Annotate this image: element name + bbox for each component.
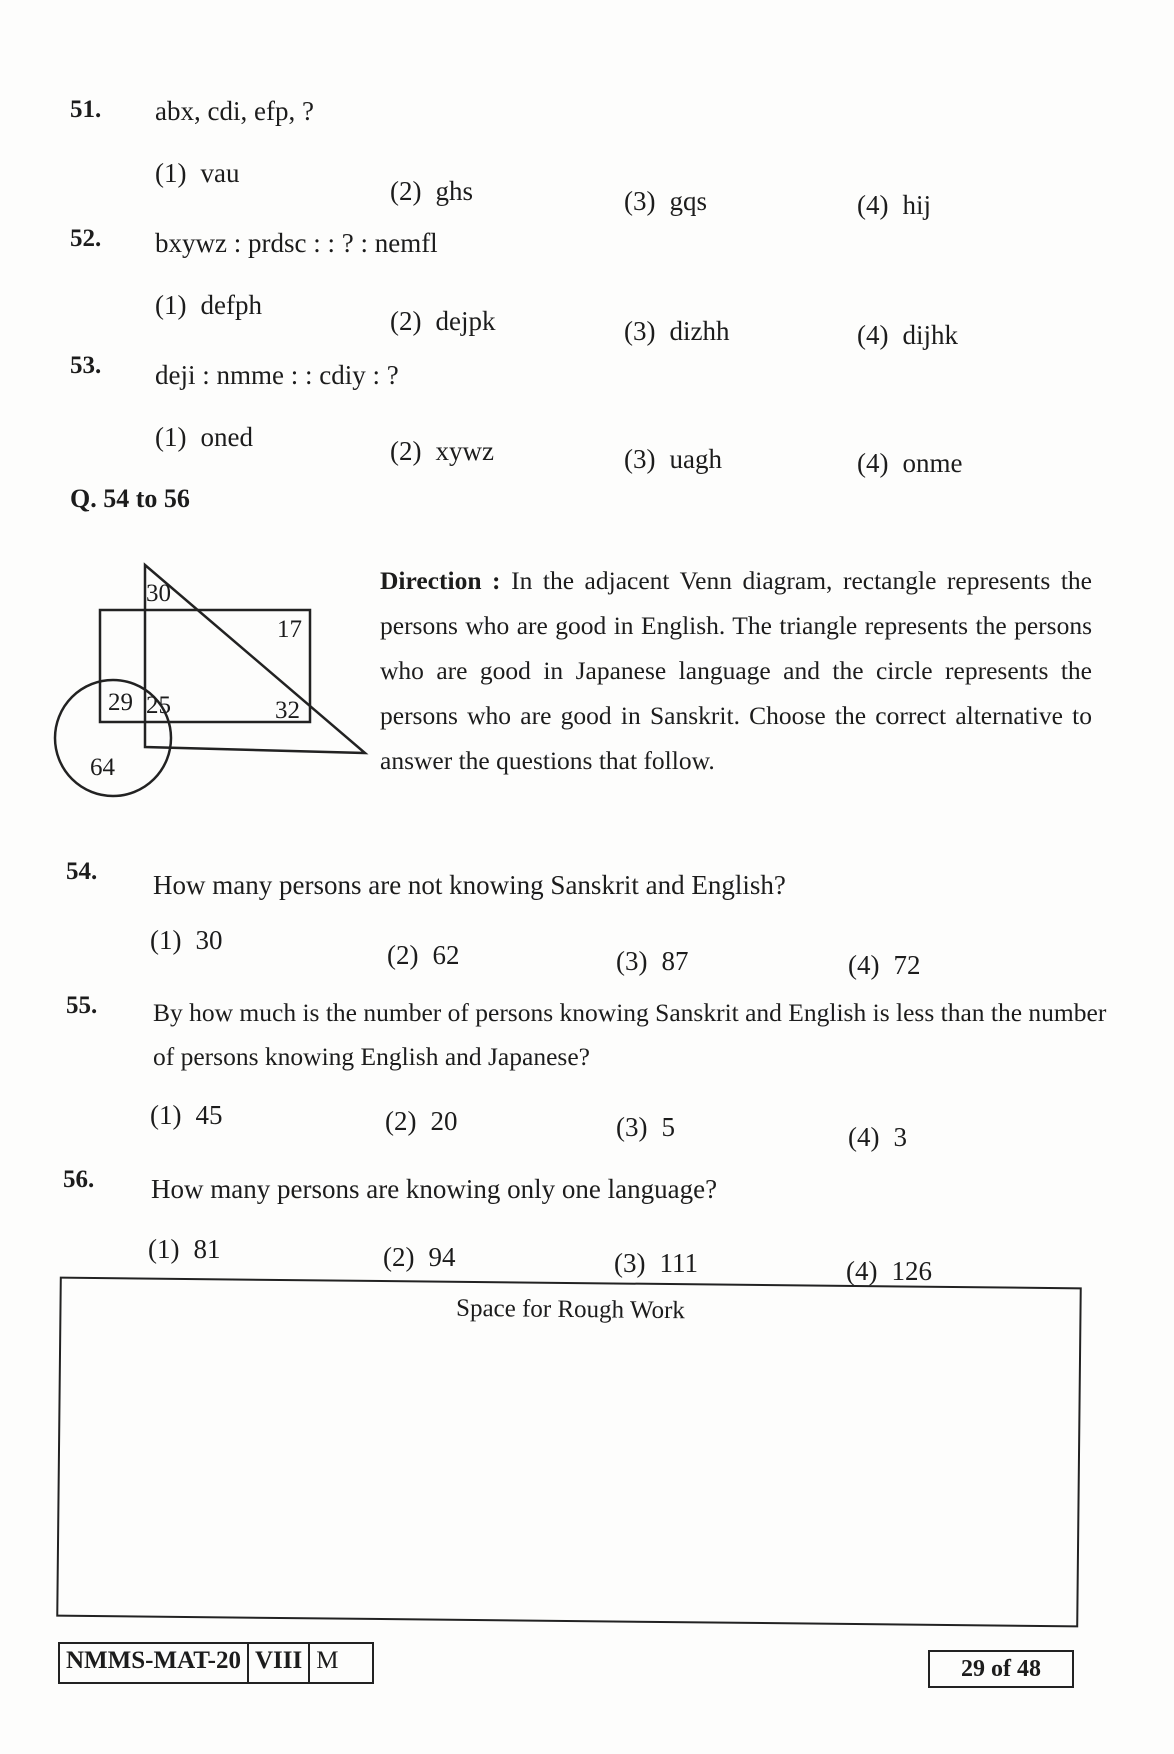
question-text: How many persons are knowing only one language? <box>151 1174 718 1204</box>
rough-work-title: Space for Rough Work <box>455 1294 686 1325</box>
option-4[interactable]: (4) 3 <box>848 1122 907 1152</box>
question-number: 55. <box>66 992 98 1019</box>
rough-work-box <box>56 1277 1082 1628</box>
option-3[interactable]: (3) uagh <box>624 444 722 474</box>
option-3[interactable]: (3) 87 <box>616 946 689 976</box>
option-2[interactable]: (2) 20 <box>385 1106 458 1136</box>
question-number: 51. <box>70 96 102 123</box>
question-text: bxywz : prdsc : : ? : nemfl <box>155 228 438 258</box>
option-1[interactable]: (1) 45 <box>150 1100 223 1130</box>
page-number: 29 of 48 <box>928 1650 1074 1688</box>
paper-code: NMMS-MAT-20 <box>60 1644 249 1682</box>
label-64: 64 <box>90 754 115 781</box>
question-number: 54. <box>66 858 98 885</box>
option-3[interactable]: (3) 111 <box>614 1248 698 1278</box>
label-17: 17 <box>277 616 302 643</box>
option-3[interactable]: (3) 5 <box>616 1112 675 1142</box>
label-30: 30 <box>146 580 171 607</box>
direction-text: In the adjacent Venn diagram, rectangle represents the persons who are good in English. The triangle represents the persons who are good in Japanese language and the circle represents the persons who are good in Sanskrit. Choose the correct alternative to answer the questions that follow. <box>380 566 1092 775</box>
option-1[interactable]: (1) 81 <box>148 1234 221 1264</box>
direction-paragraph <box>380 558 1092 783</box>
question-text: abx, cdi, efp, ? <box>155 96 314 126</box>
option-4[interactable]: (4) dijhk <box>857 320 958 350</box>
section-heading: Q. 54 to 56 <box>70 484 190 513</box>
option-2[interactable]: (2) ghs <box>390 176 473 206</box>
question-text: deji : nmme : : cdiy : ? <box>155 360 399 390</box>
option-2[interactable]: (2) 94 <box>383 1242 456 1272</box>
option-4[interactable]: (4) 126 <box>846 1256 932 1286</box>
label-25: 25 <box>146 692 171 719</box>
label-29: 29 <box>108 689 133 716</box>
option-2[interactable]: (2) dejpk <box>390 306 496 336</box>
question-text-line-2: of persons knowing English and Japanese? <box>153 1042 590 1071</box>
option-4[interactable]: (4) hij <box>857 190 931 220</box>
option-1[interactable]: (1) vau <box>155 158 240 188</box>
question-text: How many persons are not knowing Sanskrit and English? <box>153 870 786 900</box>
question-number: 56. <box>63 1166 95 1193</box>
option-4[interactable]: (4) onme <box>857 448 963 478</box>
question-number: 53. <box>70 352 102 379</box>
option-3[interactable]: (3) dizhh <box>624 316 730 346</box>
venn-diagram <box>50 555 380 815</box>
option-1[interactable]: (1) defph <box>155 290 262 320</box>
option-3[interactable]: (3) gqs <box>624 186 707 216</box>
option-1[interactable]: (1) 30 <box>150 925 223 955</box>
option-2[interactable]: (2) xywz <box>390 436 494 466</box>
option-4[interactable]: (4) 72 <box>848 950 921 980</box>
paper-code-box <box>58 1642 374 1684</box>
option-2[interactable]: (2) 62 <box>387 940 460 970</box>
direction-label: Direction : <box>380 566 501 595</box>
japanese-triangle <box>145 565 365 753</box>
medium-code: M <box>316 1647 339 1674</box>
question-number: 52. <box>70 225 102 252</box>
class-code: VIII <box>249 1644 310 1682</box>
question-text: By how much is the number of persons knowing Sanskrit and English is less than the number <box>153 998 1107 1027</box>
label-32: 32 <box>275 697 300 724</box>
option-1[interactable]: (1) oned <box>155 422 253 452</box>
